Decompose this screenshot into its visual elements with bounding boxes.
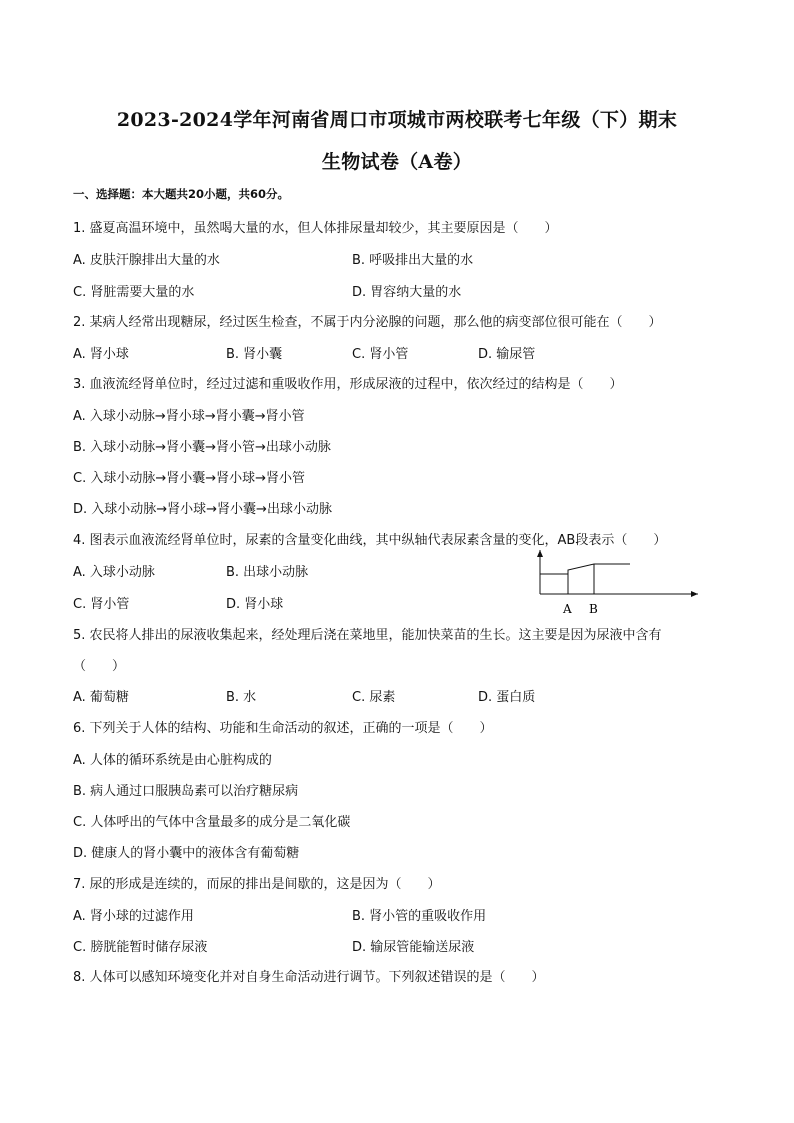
title-line-2: 生物试卷（A卷） [321,151,473,173]
q5-option-b: B. 水 [226,690,257,705]
question-2-stem: 2. 某病人经常出现糖尿，经过医生检查，不属于内分泌腺的问题，那么他的病变部位很可能在（ ） [73,315,662,330]
q3-option-b: B. 入球小动脉→肾小囊→肾小管→出球小动脉 [73,440,331,455]
q3-option-a: A. 入球小动脉→肾小球→肾小囊→肾小管 [73,409,305,424]
title-line-1: 2023-2024学年河南省周口市项城市两校联考七年级（下）期末 [116,109,678,131]
q2-option-c: C. 肾小管 [352,347,409,362]
question-6-stem: 6. 下列关于人体的结构、功能和生命活动的叙述，正确的一项是（ ） [73,721,493,736]
q1-option-b: B. 呼吸排出大量的水 [352,253,474,268]
q2-option-a: A. 肾小球 [73,347,129,362]
q4-option-c: C. 肾小管 [73,597,130,612]
q7-option-c: C. 膀胱能暂时储存尿液 [73,940,208,955]
question-5-stem-cont: （ ） [73,659,126,674]
q6-option-b: B. 病人通过口服胰岛素可以治疗糖尿病 [73,784,299,799]
q7-option-d: D. 输尿管能输送尿液 [352,940,475,955]
q1-option-c: C. 肾脏需要大量的水 [73,285,195,300]
q4-option-d: D. 肾小球 [226,597,284,612]
q4-option-b: B. 出球小动脉 [226,565,309,580]
q3-option-c: C. 入球小动脉→肾小囊→肾小球→肾小管 [73,471,306,486]
label-a: A [563,602,572,616]
q2-option-b: B. 肾小囊 [226,347,283,362]
q4-option-a: A. 入球小动脉 [73,565,155,580]
q7-option-a: A. 肾小球的过滤作用 [73,909,194,924]
question-1-stem: 1. 盛夏高温环境中，虽然喝大量的水，但人体排尿量却较少，其主要原因是（ ） [73,221,558,236]
urea-curve [540,564,630,574]
q5-option-a: A. 葡萄糖 [73,690,129,705]
q2-option-d: D. 输尿管 [478,347,536,362]
q6-option-d: D. 健康人的肾小囊中的液体含有葡萄糖 [73,846,300,861]
q3-option-d: D. 入球小动脉→肾小球→肾小囊→出球小动脉 [73,502,332,517]
q5-option-c: C. 尿素 [352,690,396,705]
q6-option-a: A. 人体的循环系统是由心脏构成的 [73,753,272,768]
x-axis-arrow [691,591,698,597]
question-5-stem: 5. 农民将人排出的尿液收集起来，经处理后浇在菜地里，能加快菜苗的生长。这主要是因为尿液中含有 [73,628,662,643]
question-7-stem: 7. 尿的形成是连续的，而尿的排出是间歇的，这是因为（ ） [73,877,441,892]
q1-option-d: D. 胃容纳大量的水 [352,285,462,300]
y-axis-arrow [537,550,543,557]
question-4-stem: 4. 图表示血液流经肾单位时，尿素的含量变化曲线，其中纵轴代表尿素含量的变化，AB段表示（ ） [73,533,667,548]
section-heading: 一、选择题：本大题共20小题，共60分。 [73,187,290,201]
label-b: B [589,602,598,616]
q1-option-a: A. 皮肤汗腺排出大量的水 [73,253,220,268]
question-8-stem: 8. 人体可以感知环境变化并对自身生命活动进行调节。下列叙述错误的是（ ） [73,970,545,985]
urea-curve-figure [530,546,705,618]
q6-option-c: C. 人体呼出的气体中含量最多的成分是二氧化碳 [73,815,351,830]
q5-option-d: D. 蛋白质 [478,690,536,705]
question-3-stem: 3. 血液流经肾单位时，经过过滤和重吸收作用，形成尿液的过程中，依次经过的结构是（ ） [73,377,623,392]
q7-option-b: B. 肾小管的重吸收作用 [352,909,487,924]
